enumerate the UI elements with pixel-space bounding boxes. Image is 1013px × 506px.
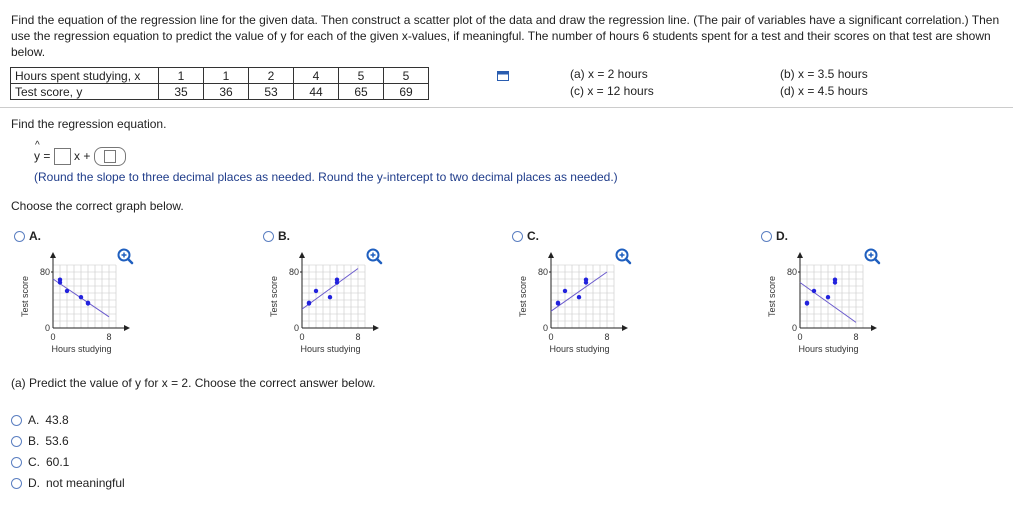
regression-equation — [34, 140, 126, 166]
data-point — [584, 278, 588, 282]
table-cell: 65 — [339, 84, 384, 100]
data-point — [307, 301, 311, 305]
option-value: 53.6 — [45, 434, 69, 448]
option-letter: A. — [29, 229, 41, 243]
y-tick-label: 0 — [542, 323, 548, 333]
table-row-label: Hours spent studying, x — [11, 68, 159, 84]
option-letter: B. — [28, 434, 40, 448]
option-letter: B. — [278, 229, 290, 243]
x-tick-label: 0 — [548, 332, 554, 342]
zoom-icon-handle — [626, 259, 630, 263]
y-tick-label: 0 — [44, 323, 50, 333]
data-point — [826, 295, 830, 299]
graph-option-a[interactable] — [14, 229, 41, 243]
scatter-plot-d — [765, 245, 905, 360]
prediction-b: (b) x = 3.5 hours — [780, 67, 868, 81]
y-tick-label: 80 — [786, 267, 797, 277]
x-axis-label: Hours studying — [51, 344, 112, 354]
table-cell: 53 — [249, 84, 294, 100]
scatter-plot-a — [18, 245, 158, 360]
radio-button[interactable] — [11, 436, 22, 447]
answer-option-d[interactable] — [11, 476, 125, 490]
intercept-input[interactable] — [94, 147, 126, 166]
option-letter: D. — [28, 476, 40, 490]
option-letter: D. — [776, 229, 788, 243]
x-axis-label: Hours studying — [300, 344, 361, 354]
prediction-c: (c) x = 12 hours — [570, 84, 654, 98]
graph-option-d[interactable] — [761, 229, 788, 243]
x-axis-arrow — [871, 325, 877, 331]
data-point — [833, 278, 837, 282]
radio-button[interactable] — [14, 231, 25, 242]
radio-button[interactable] — [11, 457, 22, 468]
x-tick-label: 0 — [299, 332, 305, 342]
y-axis-label: Test score — [767, 275, 777, 318]
table-cell: 5 — [384, 68, 429, 84]
zoom-icon-handle — [875, 259, 879, 263]
table-row-label: Test score, y — [11, 84, 159, 100]
scatter-plot-c — [516, 245, 656, 360]
copy-data-icon[interactable] — [497, 71, 509, 81]
y-tick-label: 80 — [288, 267, 299, 277]
zoom-icon-handle — [377, 259, 381, 263]
data-point — [563, 289, 567, 293]
y-axis-arrow — [50, 252, 56, 258]
option-letter: C. — [527, 229, 539, 243]
data-point — [65, 289, 69, 293]
y-axis-label: Test score — [269, 275, 279, 318]
table-cell: 4 — [294, 68, 339, 84]
x-axis-arrow — [622, 325, 628, 331]
y-axis-arrow — [299, 252, 305, 258]
table-cell: 44 — [294, 84, 339, 100]
x-tick-label: 0 — [797, 332, 803, 342]
option-value: not meaningful — [46, 476, 125, 490]
data-point — [812, 289, 816, 293]
x-tick-label: 8 — [355, 332, 361, 342]
scatter-plot-b — [267, 245, 407, 360]
y-axis-label: Test score — [20, 275, 30, 318]
divider — [0, 107, 1013, 108]
x-axis-label: Hours studying — [549, 344, 610, 354]
data-point — [79, 295, 83, 299]
radio-button[interactable] — [512, 231, 523, 242]
option-letter: A. — [28, 413, 40, 427]
graph-option-c[interactable] — [512, 229, 539, 243]
y-axis-label: Test score — [518, 275, 528, 318]
data-table — [10, 67, 429, 100]
radio-button[interactable] — [11, 415, 22, 426]
x-axis-arrow — [373, 325, 379, 331]
data-point — [314, 289, 318, 293]
x-tick-label: 0 — [50, 332, 56, 342]
option-letter: C. — [28, 455, 40, 469]
intercept-input-cursor — [104, 150, 116, 163]
zoom-icon[interactable] — [617, 250, 631, 264]
prediction-d: (d) x = 4.5 hours — [780, 84, 868, 98]
y-axis-arrow — [797, 252, 803, 258]
data-point — [58, 278, 62, 282]
x-tick-label: 8 — [106, 332, 112, 342]
y-tick-label: 0 — [293, 323, 299, 333]
zoom-icon[interactable] — [866, 250, 880, 264]
x-plus-label: x + — [74, 149, 91, 163]
x-tick-label: 8 — [853, 332, 859, 342]
y-symbol: y — [34, 149, 40, 163]
answer-option-b[interactable] — [11, 434, 69, 448]
hat-symbol: ^ — [35, 140, 40, 151]
y-tick-label: 80 — [537, 267, 548, 277]
rounding-note: (Round the slope to three decimal places as needed. Round the y-intercept to two decimal places as needed.) — [34, 170, 618, 184]
table-cell: 69 — [384, 84, 429, 100]
answer-option-c[interactable] — [11, 455, 69, 469]
radio-button[interactable] — [761, 231, 772, 242]
y-tick-label: 0 — [791, 323, 797, 333]
data-point — [556, 301, 560, 305]
radio-button[interactable] — [263, 231, 274, 242]
prediction-a: (a) x = 2 hours — [570, 67, 648, 81]
zoom-icon[interactable] — [119, 250, 133, 264]
table-cell: 5 — [339, 68, 384, 84]
data-point — [335, 278, 339, 282]
y-tick-label: 80 — [39, 267, 50, 277]
slope-input[interactable] — [54, 148, 71, 165]
option-value: 60.1 — [46, 455, 70, 469]
table-row-x — [11, 68, 429, 84]
zoom-icon[interactable] — [368, 250, 382, 264]
x-axis-label: Hours studying — [798, 344, 859, 354]
zoom-icon-handle — [128, 259, 132, 263]
data-point — [86, 301, 90, 305]
table-cell: 2 — [249, 68, 294, 84]
question-a: (a) Predict the value of y for x = 2. Choose the correct answer below. — [11, 376, 376, 390]
data-point — [577, 295, 581, 299]
radio-button[interactable] — [11, 478, 22, 489]
table-row-y — [11, 84, 429, 100]
x-tick-label: 8 — [604, 332, 610, 342]
problem-statement: Find the equation of the regression line for the given data. Then construct a scatter plot of the data and draw the regression line. (The pair of variables have a significant correlation.) Then use the regression equation to predict the value of y for each of the given x-values, if meaningful. The number of hours 6 students spent for a test and their scores on that test are shown below. — [11, 13, 1000, 59]
equals-sign: = — [43, 149, 51, 163]
data-point — [328, 295, 332, 299]
y-axis-arrow — [548, 252, 554, 258]
table-cell: 36 — [204, 84, 249, 100]
answer-option-a[interactable] — [11, 413, 69, 427]
choose-graph-label: Choose the correct graph below. — [11, 199, 184, 213]
data-point — [805, 301, 809, 305]
table-cell: 1 — [204, 68, 249, 84]
table-cell: 1 — [159, 68, 204, 84]
table-cell: 35 — [159, 84, 204, 100]
find-regression-label: Find the regression equation. — [11, 117, 167, 131]
x-axis-arrow — [124, 325, 130, 331]
option-value: 43.8 — [45, 413, 69, 427]
y-hat — [34, 140, 40, 166]
graph-option-b[interactable] — [263, 229, 290, 243]
